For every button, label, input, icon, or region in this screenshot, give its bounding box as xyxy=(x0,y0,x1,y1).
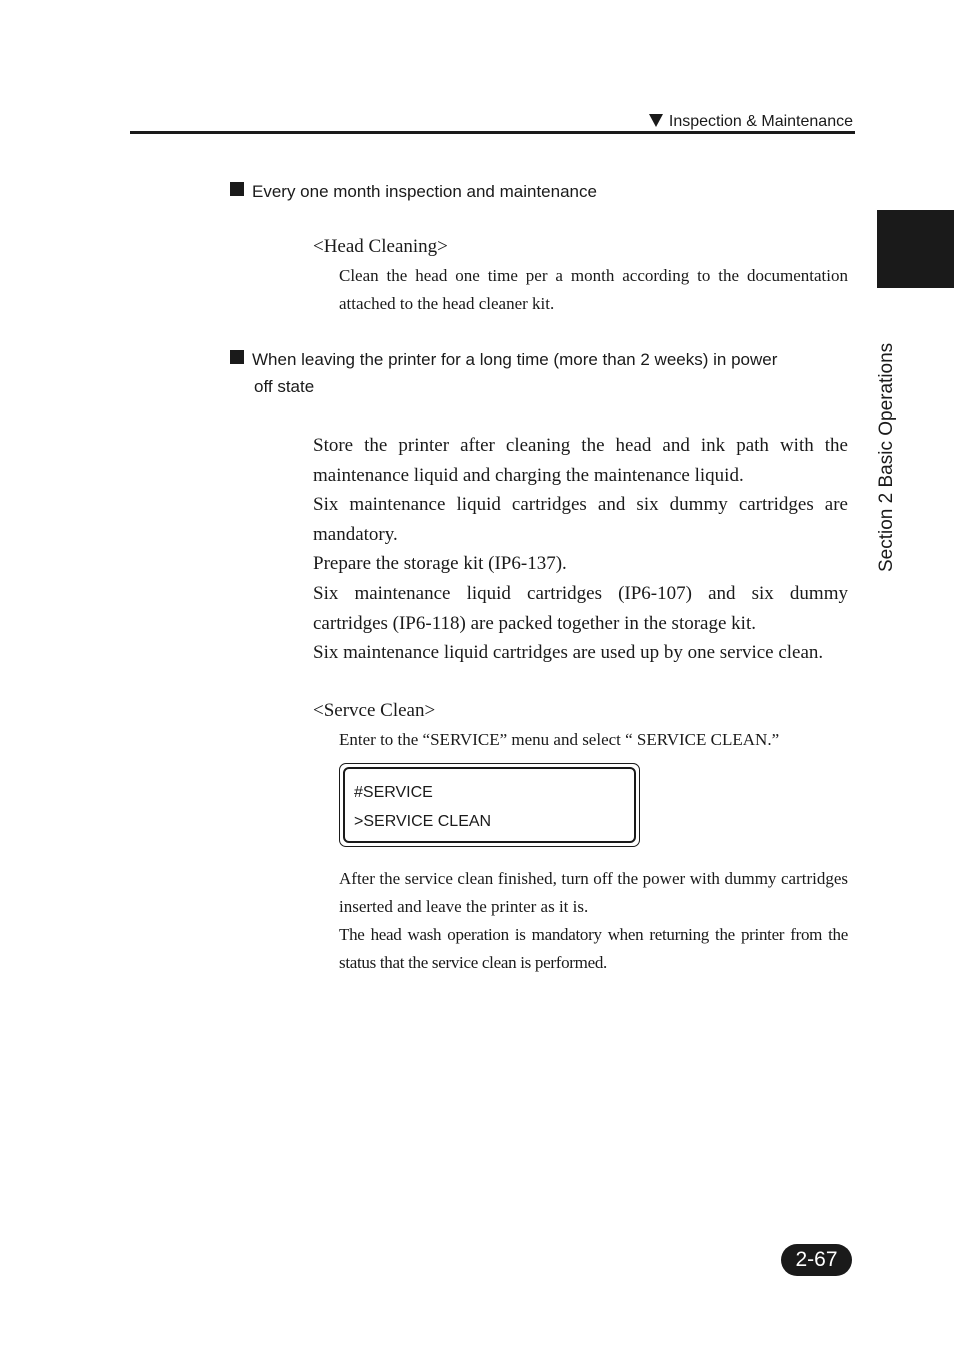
lcd-display-screen xyxy=(343,767,636,843)
after-text-paragraph: The head wash operation is mandatory when returning the printer from the status that the service clean is performed. xyxy=(339,925,848,972)
after-text-paragraph: After the service clean finished, turn off the power with dummy cartridges inserted and leave the printer as it is. xyxy=(339,869,848,916)
storage-paragraph: Six maintenance liquid cartridges and six dummy cartridges are mandatory. xyxy=(313,494,848,545)
section-tab-block xyxy=(877,210,954,288)
page-number-badge: 2-67 xyxy=(781,1244,852,1276)
head-cleaning-subtitle: <Head Cleaning> xyxy=(313,236,448,257)
square-bullet-icon xyxy=(230,350,244,364)
storage-paragraph: Six maintenance liquid cartridges are used up by one service clean. xyxy=(313,642,824,664)
head-cleaning-text: Clean the head one time per a month according to the documentation attached to the head cleaner kit. xyxy=(339,266,848,313)
service-clean-instruction: Enter to the “SERVICE” menu and select “ SERVICE CLEAN.” xyxy=(339,730,780,749)
page-header xyxy=(130,112,855,134)
service-clean-subtitle: <Servce Clean> xyxy=(313,700,436,721)
monthly-heading: Every one month inspection and maintenance xyxy=(252,182,597,201)
long-storage-body xyxy=(313,431,848,668)
storage-paragraph: Store the printer after cleaning the head and ink path with the maintenance liquid and charging the maintenance liquid. xyxy=(313,435,848,486)
triangle-down-icon xyxy=(649,114,663,127)
lcd-line-selection: >SERVICE CLEAN xyxy=(354,813,492,830)
service-clean-after-text xyxy=(339,865,848,977)
header-title-text: Inspection & Maintenance xyxy=(668,113,853,130)
section-side-label: Section 2 Basic Operations xyxy=(876,342,897,572)
long-storage-heading-line1: When leaving the printer for a long time (more than 2 weeks) in power xyxy=(252,350,778,369)
square-bullet-icon xyxy=(230,182,244,196)
header-section-title xyxy=(649,113,853,131)
lcd-display xyxy=(339,763,640,847)
storage-paragraph: Prepare the storage kit (IP6-137). xyxy=(313,553,567,575)
lcd-line-menu: #SERVICE xyxy=(354,784,433,801)
storage-paragraph: Six maintenance liquid cartridges (IP6-107) and six dummy cartridges (IP6-118) are packed together in the storage kit. xyxy=(313,582,848,634)
long-storage-heading-line2: off state xyxy=(254,377,315,396)
